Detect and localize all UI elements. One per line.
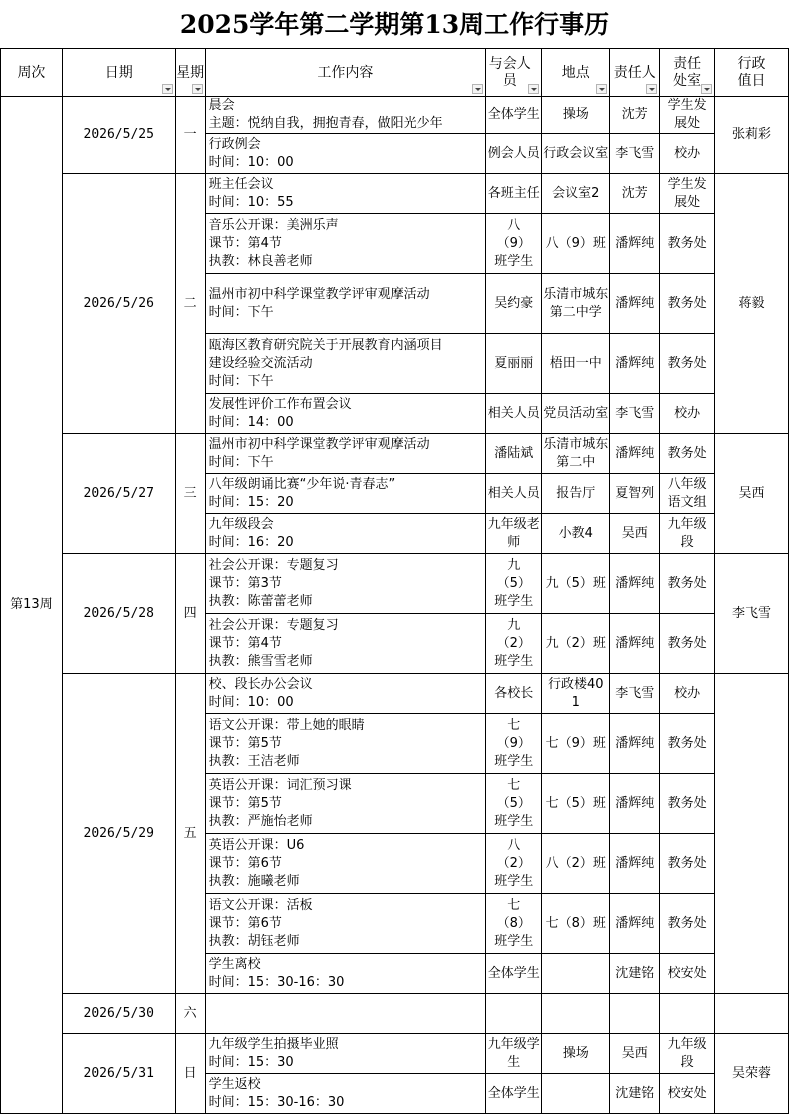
event-line: 八年级朗诵比赛“少年说·青春志” — [208, 476, 396, 492]
event-content — [205, 97, 486, 134]
duty-cell — [715, 674, 789, 994]
attendees-cell: 潘陆斌 — [486, 434, 542, 474]
person-cell: 沈建铭 — [610, 954, 660, 994]
event-line: 课节：第4节 — [208, 235, 282, 251]
attendees-cell: 相关人员 — [486, 394, 542, 434]
table-row — [1, 994, 789, 1034]
office-cell: 学生发 展处 — [660, 97, 715, 134]
office-cell: 八年级 语文组 — [660, 474, 715, 514]
event-content — [205, 774, 486, 834]
office-cell: 教务处 — [660, 834, 715, 894]
office-cell: 九年级 段 — [660, 514, 715, 554]
person-cell: 李飞雪 — [610, 134, 660, 174]
duty-cell: 吴西 — [715, 434, 789, 554]
attendees-cell — [486, 994, 542, 1034]
event-content — [205, 214, 486, 274]
event-line: 社会公开课：专题复习 — [208, 557, 339, 573]
place-cell: 会议室2 — [542, 174, 610, 214]
place-cell: 九（2）班 — [542, 614, 610, 674]
event-content — [205, 554, 486, 614]
date-cell: 2026/5/25 — [62, 97, 175, 174]
office-cell: 教务处 — [660, 274, 715, 334]
event-content — [205, 1034, 486, 1074]
event-line: 课节：第3节 — [208, 575, 282, 591]
event-line: 时间：下午 — [208, 304, 274, 320]
duty-cell — [715, 994, 789, 1034]
event-line: 时间：15：30 — [208, 1054, 294, 1070]
event-line: 课节：第6节 — [208, 855, 282, 871]
duty-cell: 张莉彩 — [715, 97, 789, 174]
office-cell: 校办 — [660, 674, 715, 714]
event-line: 班主任会议 — [208, 176, 274, 192]
date-cell: 2026/5/28 — [62, 554, 175, 674]
event-line: 学生离校 — [208, 956, 261, 972]
header-content[interactable]: 工作内容 — [205, 49, 486, 97]
attendees-cell: 九年级学 生 — [486, 1034, 542, 1074]
place-cell: 七（9）班 — [542, 714, 610, 774]
event-content — [205, 174, 486, 214]
place-cell: 操场 — [542, 1034, 610, 1074]
place-cell — [542, 994, 610, 1034]
weekday-cell: 四 — [175, 554, 205, 674]
office-cell: 校办 — [660, 394, 715, 434]
person-cell: 潘辉纯 — [610, 714, 660, 774]
weekday-cell: 一 — [175, 97, 205, 174]
event-line: 行政例会 — [208, 136, 261, 152]
office-cell: 校办 — [660, 134, 715, 174]
header-week: 周次 — [1, 49, 63, 97]
event-line: 语文公开课：带上她的眼睛 — [208, 717, 365, 733]
header-row — [1, 49, 789, 97]
attendees-cell: 七 （9） 班学生 — [486, 714, 542, 774]
person-cell: 潘辉纯 — [610, 214, 660, 274]
header-weekday[interactable]: 星期 — [175, 49, 205, 97]
event-content — [205, 954, 486, 994]
place-cell: 行政楼40 1 — [542, 674, 610, 714]
table-row — [1, 174, 789, 214]
office-cell: 九年级 段 — [660, 1034, 715, 1074]
event-line: 九年级段会 — [208, 516, 274, 532]
person-cell: 潘辉纯 — [610, 774, 660, 834]
event-line: 时间：下午 — [208, 373, 274, 389]
place-cell — [542, 954, 610, 994]
event-line: 社会公开课：专题复习 — [208, 617, 339, 633]
event-content — [205, 134, 486, 174]
event-line: 主题：悦纳自我，拥抱青春，做阳光少年 — [208, 116, 443, 131]
page-title: 2025学年第二学期第13周工作行事历 — [179, 10, 610, 39]
filter-dropdown-icon[interactable] — [162, 84, 173, 94]
event-content — [205, 834, 486, 894]
event-line: 执教：胡钰老师 — [208, 933, 300, 949]
place-cell: 乐清市城东 第二中学 — [542, 274, 610, 334]
header-attendees[interactable]: 与会人员 — [486, 49, 542, 97]
attendees-cell: 吴约豪 — [486, 274, 542, 334]
person-cell: 潘辉纯 — [610, 334, 660, 394]
filter-dropdown-icon[interactable] — [596, 84, 607, 94]
person-cell: 吴西 — [610, 514, 660, 554]
office-cell: 教务处 — [660, 714, 715, 774]
attendees-cell: 八 （9） 班学生 — [486, 214, 542, 274]
event-content — [205, 274, 486, 334]
weekday-cell: 二 — [175, 174, 205, 434]
event-line: 课节：第5节 — [208, 735, 282, 751]
event-line: 执教：王洁老师 — [208, 753, 300, 769]
event-content — [205, 614, 486, 674]
place-cell: 八（9）班 — [542, 214, 610, 274]
table-row — [1, 554, 789, 614]
attendees-cell: 相关人员 — [486, 474, 542, 514]
office-cell: 教务处 — [660, 894, 715, 954]
place-cell: 报告厅 — [542, 474, 610, 514]
office-cell: 教务处 — [660, 554, 715, 614]
attendees-cell: 各校长 — [486, 674, 542, 714]
event-line: 发展性评价工作布置会议 — [208, 396, 352, 412]
office-cell: 教务处 — [660, 334, 715, 394]
attendees-cell: 七 （8） 班学生 — [486, 894, 542, 954]
event-line: 课节：第6节 — [208, 915, 282, 931]
event-line: 执教：熊雪雪老师 — [208, 653, 313, 669]
place-cell: 八（2）班 — [542, 834, 610, 894]
event-line: 时间：10：00 — [208, 694, 294, 710]
header-person[interactable]: 责任人 — [610, 49, 660, 97]
person-cell: 沈芳 — [610, 97, 660, 134]
attendees-cell: 全体学生 — [486, 1074, 542, 1114]
place-cell: 乐清市城东 第二中 — [542, 434, 610, 474]
duty-cell: 李飞雪 — [715, 554, 789, 674]
attendees-cell: 九 （2） 班学生 — [486, 614, 542, 674]
person-cell: 夏智列 — [610, 474, 660, 514]
date-cell: 2026/5/31 — [62, 1034, 175, 1114]
attendees-cell: 全体学生 — [486, 97, 542, 134]
event-line: 温州市初中科学课堂教学评审观摩活动 — [208, 436, 430, 452]
person-cell: 潘辉纯 — [610, 434, 660, 474]
office-cell: 教务处 — [660, 614, 715, 674]
event-line: 英语公开课：词汇预习课 — [208, 777, 352, 793]
event-line: 学生返校 — [208, 1076, 261, 1092]
office-cell: 教务处 — [660, 434, 715, 474]
office-cell: 校安处 — [660, 954, 715, 994]
person-cell: 潘辉纯 — [610, 554, 660, 614]
attendees-cell: 夏丽丽 — [486, 334, 542, 394]
event-content — [205, 714, 486, 774]
table-row — [1, 97, 789, 134]
event-content — [205, 1074, 486, 1114]
event-line: 时间：16：20 — [208, 534, 294, 550]
attendees-cell: 全体学生 — [486, 954, 542, 994]
person-cell: 李飞雪 — [610, 674, 660, 714]
person-cell: 潘辉纯 — [610, 274, 660, 334]
event-line: 执教：林良善老师 — [208, 253, 313, 269]
place-cell: 七（8）班 — [542, 894, 610, 954]
event-line: 校、段长办公会议 — [208, 676, 313, 692]
event-content — [205, 994, 486, 1034]
place-cell: 七（5）班 — [542, 774, 610, 834]
filter-dropdown-icon[interactable] — [701, 84, 712, 94]
schedule-table — [0, 48, 789, 1114]
attendees-cell: 各班主任 — [486, 174, 542, 214]
event-line: 时间：15：30-16：30 — [208, 1094, 345, 1110]
place-cell — [542, 1074, 610, 1114]
office-cell: 教务处 — [660, 214, 715, 274]
person-cell: 沈建铭 — [610, 1074, 660, 1114]
event-line: 执教：陈蕾蕾老师 — [208, 593, 313, 609]
table-row — [1, 674, 789, 714]
event-line: 时间：15：30-16：30 — [208, 974, 345, 990]
event-line: 瓯海区教育研究院关于开展教育内涵项目 — [208, 337, 443, 353]
event-line: 英语公开课：U6 — [208, 837, 305, 853]
attendees-cell: 例会人员 — [486, 134, 542, 174]
attendees-cell: 九 （5） 班学生 — [486, 554, 542, 614]
table-row — [1, 434, 789, 474]
date-cell: 2026/5/30 — [62, 994, 175, 1034]
office-cell: 校安处 — [660, 1074, 715, 1114]
attendees-cell: 九年级老 师 — [486, 514, 542, 554]
office-cell: 学生发 展处 — [660, 174, 715, 214]
attendees-cell: 七 （5） 班学生 — [486, 774, 542, 834]
place-cell: 党员活动室 — [542, 394, 610, 434]
person-cell: 李飞雪 — [610, 394, 660, 434]
person-cell: 潘辉纯 — [610, 614, 660, 674]
header-date[interactable]: 日期 — [62, 49, 175, 97]
event-line: 执教：严施怡老师 — [208, 813, 313, 829]
person-cell: 潘辉纯 — [610, 834, 660, 894]
place-cell: 梧田一中 — [542, 334, 610, 394]
filter-dropdown-icon[interactable] — [646, 84, 657, 94]
event-content — [205, 514, 486, 554]
week-cell: 第13周 — [1, 97, 63, 1114]
event-line: 音乐公开课：美洲乐声 — [208, 217, 339, 233]
event-content — [205, 474, 486, 514]
header-office[interactable]: 责任处室 — [660, 49, 715, 97]
event-content — [205, 894, 486, 954]
header-place[interactable]: 地点 — [542, 49, 610, 97]
person-cell: 沈芳 — [610, 174, 660, 214]
weekday-cell: 日 — [175, 1034, 205, 1114]
header-duty: 行政值日 — [715, 49, 789, 97]
date-cell: 2026/5/26 — [62, 174, 175, 434]
table-row — [1, 1034, 789, 1074]
person-cell — [610, 994, 660, 1034]
event-line: 时间：14：00 — [208, 414, 294, 430]
event-line: 时间：下午 — [208, 454, 274, 470]
place-cell: 操场 — [542, 97, 610, 134]
event-content — [205, 334, 486, 394]
event-line: 晨会 — [208, 98, 235, 113]
event-line: 温州市初中科学课堂教学评审观摩活动 — [208, 286, 430, 302]
date-cell: 2026/5/29 — [62, 674, 175, 994]
event-line: 执教：施曦老师 — [208, 873, 300, 889]
event-content — [205, 674, 486, 714]
place-cell: 小教4 — [542, 514, 610, 554]
event-line: 时间：15：20 — [208, 494, 294, 510]
filter-dropdown-icon[interactable] — [528, 84, 539, 94]
duty-cell: 吴荣蓉 — [715, 1034, 789, 1114]
filter-dropdown-icon[interactable] — [472, 84, 483, 94]
event-line: 九年级学生拍摄毕业照 — [208, 1036, 339, 1052]
duty-cell: 蒋毅 — [715, 174, 789, 434]
person-cell: 吴西 — [610, 1034, 660, 1074]
event-line: 建设经验交流活动 — [208, 355, 313, 371]
filter-dropdown-icon[interactable] — [192, 84, 203, 94]
place-cell: 九（5）班 — [542, 554, 610, 614]
event-content — [205, 394, 486, 434]
office-cell — [660, 994, 715, 1034]
person-cell: 潘辉纯 — [610, 894, 660, 954]
place-cell: 行政会议室 — [542, 134, 610, 174]
event-content — [205, 434, 486, 474]
event-line: 语文公开课：活板 — [208, 897, 313, 913]
attendees-cell: 八 （2） 班学生 — [486, 834, 542, 894]
weekday-cell: 三 — [175, 434, 205, 554]
office-cell: 教务处 — [660, 774, 715, 834]
weekday-cell: 五 — [175, 674, 205, 994]
event-line: 时间：10：00 — [208, 154, 294, 170]
weekday-cell: 六 — [175, 994, 205, 1034]
event-line: 时间：10：55 — [208, 194, 294, 210]
event-line: 课节：第4节 — [208, 635, 282, 651]
event-line: 课节：第5节 — [208, 795, 282, 811]
date-cell: 2026/5/27 — [62, 434, 175, 554]
